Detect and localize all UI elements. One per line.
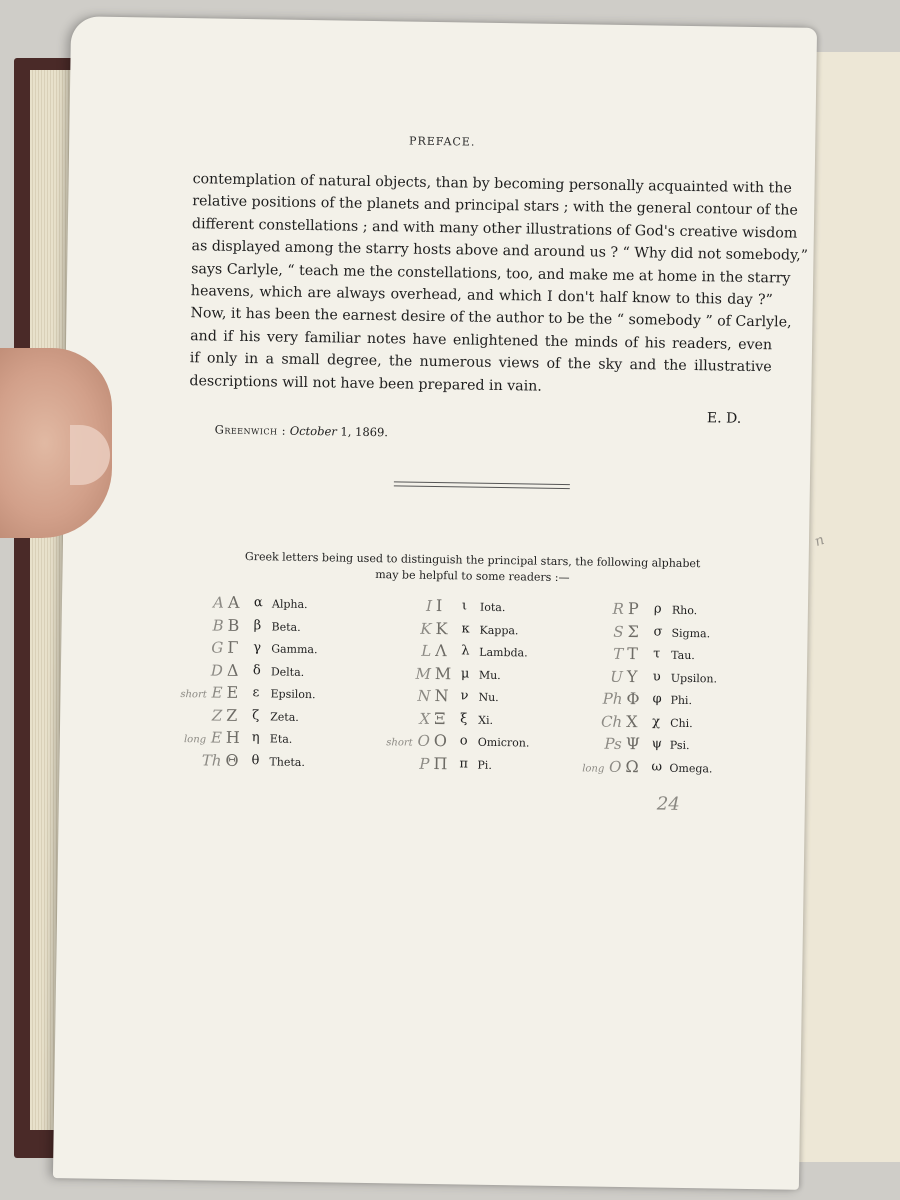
lowercase-letter: η — [251, 730, 260, 746]
handwritten-glyph: I — [425, 596, 433, 615]
uppercase-letter: Z — [226, 705, 238, 725]
uppercase-letter: K — [435, 618, 448, 638]
letter-name: Kappa. — [479, 623, 519, 637]
preface-line: different constellations ; and with many other illustrations of God's creative wisdom — [191, 215, 798, 242]
handwritten-glyph: S — [613, 622, 624, 641]
alphabet-column — [559, 599, 762, 785]
lowercase-letter: λ — [461, 643, 470, 659]
uppercase-letter: P — [627, 599, 639, 619]
handwritten-letter — [368, 731, 430, 750]
uppercase-letter: Λ — [435, 641, 447, 661]
alphabet-row — [159, 750, 359, 779]
page-title: PREFACE. — [409, 134, 476, 149]
handwritten-glyph: G — [211, 638, 224, 657]
handwritten-page-number: 24 — [656, 793, 680, 815]
dateline-place: Greenwich : — [214, 422, 287, 438]
letter-name: Rho. — [671, 603, 698, 618]
letter-name: Epsilon. — [270, 687, 316, 702]
handwritten-glyph: Ps — [604, 734, 622, 753]
letter-name: Gamma. — [271, 642, 318, 657]
preface-line: Now, it has been the earnest desire of the author to be the “ somebody ” of Carlyle, — [190, 305, 792, 332]
lowercase-letter: ψ — [651, 736, 663, 752]
handwritten-glyph: Ch — [600, 712, 623, 731]
letter-name: Chi. — [670, 716, 693, 730]
alphabet-row — [559, 756, 759, 785]
uppercase-letter: Υ — [626, 666, 638, 686]
handwritten-note: short — [386, 737, 413, 749]
alphabet-column — [159, 592, 362, 779]
handwritten-glyph: P — [419, 754, 430, 773]
handwritten-letter — [369, 641, 431, 660]
handwritten-letter — [368, 708, 430, 727]
letter-name: Tau. — [671, 648, 695, 663]
uppercase-letter: Ψ — [625, 734, 640, 754]
uppercase-letter: Θ — [225, 750, 239, 770]
lowercase-letter: μ — [460, 665, 470, 682]
uppercase-letter: E — [226, 682, 239, 702]
book-page — [53, 16, 827, 1190]
uppercase-letter: T — [627, 644, 639, 664]
letter-name: Pi. — [477, 758, 492, 772]
lowercase-letter: ω — [651, 758, 663, 775]
dateline-month: October — [289, 423, 337, 439]
lowercase-letter: φ — [652, 691, 662, 707]
handwritten-letter — [159, 750, 221, 769]
handwritten-letter — [559, 756, 621, 775]
uppercase-letter: B — [227, 615, 240, 635]
handwritten-glyph: O — [609, 757, 622, 776]
handwritten-letter — [161, 660, 223, 679]
letter-name: Sigma. — [671, 626, 711, 640]
lowercase-letter: ξ — [460, 710, 468, 727]
handwritten-letter — [369, 663, 431, 682]
handwritten-glyph: U — [610, 667, 624, 686]
greek-intro — [242, 549, 702, 588]
letter-name: Theta. — [269, 754, 305, 769]
margin-mark: n — [812, 531, 827, 551]
handwritten-glyph: B — [212, 616, 224, 635]
letter-name: Zeta. — [270, 709, 299, 724]
preface-line: descriptions will not have been prepared in vain. — [189, 372, 542, 395]
handwritten-glyph: N — [417, 686, 431, 705]
lowercase-letter: ζ — [252, 707, 260, 723]
handwritten-glyph: L — [421, 641, 432, 660]
uppercase-letter: A — [227, 592, 240, 612]
handwritten-letter — [560, 689, 622, 708]
letter-name: Alpha. — [271, 597, 308, 611]
uppercase-letter: M — [434, 663, 452, 683]
handwritten-glyph: O — [417, 731, 430, 750]
lowercase-letter: δ — [252, 662, 261, 678]
letter-name: Delta. — [270, 664, 305, 679]
letter-name: Xi. — [478, 713, 494, 727]
uppercase-letter: I — [435, 596, 443, 616]
letter-name: Nu. — [478, 690, 499, 705]
handwritten-note: short — [180, 689, 207, 701]
alphabet-column — [367, 596, 570, 782]
handwritten-letter — [368, 686, 430, 705]
lowercase-letter: τ — [653, 646, 661, 662]
handwritten-letter — [562, 599, 624, 618]
alphabet-row — [367, 753, 567, 782]
letter-name: Iota. — [479, 600, 506, 615]
lowercase-letter: γ — [253, 640, 262, 656]
lowercase-letter: π — [459, 755, 469, 772]
preface-line: as displayed among the starry hosts above and around us ? “ Why did not somebody,” — [191, 238, 809, 265]
handwritten-glyph: E — [210, 728, 222, 747]
uppercase-letter: Γ — [227, 637, 239, 657]
lowercase-letter: α — [253, 595, 263, 611]
uppercase-letter: Π — [433, 753, 448, 773]
lowercase-letter: υ — [652, 668, 661, 685]
lowercase-letter: κ — [461, 620, 470, 637]
handwritten-glyph: M — [415, 664, 432, 683]
handwritten-letter — [561, 666, 623, 685]
letter-name: Beta. — [271, 619, 301, 634]
lowercase-letter: ρ — [653, 601, 662, 617]
handwritten-glyph: K — [420, 619, 432, 638]
handwritten-letter — [161, 615, 223, 634]
letter-name: Mu. — [478, 668, 501, 682]
lowercase-letter: σ — [653, 623, 663, 640]
handwritten-glyph: X — [419, 709, 431, 728]
letter-name: Omicron. — [477, 735, 530, 750]
uppercase-letter: X — [626, 711, 638, 731]
handwritten-letter — [160, 683, 222, 702]
dateline — [215, 423, 389, 440]
dateline-year: 1, 1869. — [336, 424, 389, 440]
lowercase-letter: ν — [460, 688, 469, 704]
handwritten-letter — [367, 753, 429, 772]
uppercase-letter: Ω — [625, 756, 639, 776]
handwritten-letter — [162, 593, 224, 612]
handwritten-letter — [560, 711, 622, 730]
uppercase-letter: H — [225, 727, 240, 747]
letter-name: Omega. — [669, 761, 713, 775]
handwritten-letter — [160, 728, 222, 747]
lowercase-letter: ι — [461, 598, 468, 614]
handwritten-note: long — [582, 762, 605, 775]
uppercase-letter: N — [434, 686, 449, 706]
letter-name: Eta. — [269, 732, 293, 746]
uppercase-letter: Ξ — [434, 708, 446, 728]
handwritten-letter — [369, 618, 431, 637]
greek-intro-line: may be helpful to some readers :— — [375, 568, 570, 585]
handwritten-letter — [560, 734, 622, 753]
section-divider — [394, 481, 570, 489]
lowercase-letter: ε — [252, 685, 260, 701]
preface-line: heavens, which are always overhead, and which I don't half know to this day ?” — [190, 283, 773, 309]
preface-line: contemplation of natural objects, than by becoming personally acquainted with the — [192, 171, 792, 197]
letter-name: Psi. — [669, 738, 690, 753]
handwritten-letter — [561, 621, 623, 640]
letter-name: Lambda. — [479, 645, 528, 660]
letter-name: Phi. — [670, 693, 693, 708]
handwritten-glyph: R — [612, 599, 625, 618]
uppercase-letter: Φ — [626, 689, 640, 709]
greek-alphabet-table — [159, 592, 762, 795]
letter-name: Upsilon. — [670, 671, 718, 685]
handwritten-glyph: A — [212, 593, 225, 612]
handwritten-letter — [370, 596, 432, 615]
preface-text — [189, 168, 809, 401]
preface-line: and if his very familiar notes have enlightened the minds of his readers, even — [190, 327, 773, 354]
lowercase-letter: χ — [652, 713, 661, 730]
handwritten-glyph: Z — [211, 706, 223, 725]
handwritten-letter — [160, 705, 222, 724]
lowercase-letter: o — [459, 733, 468, 749]
handwritten-glyph: Th — [201, 750, 222, 770]
handwritten-letter — [161, 638, 223, 657]
handwritten-glyph: Ph — [602, 689, 623, 708]
uppercase-letter: Σ — [627, 621, 640, 641]
preface-line: says Carlyle, “ teach me the constellations, too, and make me at home in the starry — [191, 260, 791, 287]
handwritten-letter — [561, 644, 623, 663]
handwritten-note: long — [183, 734, 207, 746]
lowercase-letter: β — [253, 617, 262, 633]
preface-line: if only in a small degree, the numerous views of the sky and the illustrative — [189, 350, 772, 376]
preface-line: relative positions of the planets and principal stars ; with the general contour of the — [192, 193, 798, 220]
handwritten-glyph: T — [613, 644, 624, 663]
handwritten-glyph: E — [211, 683, 223, 702]
handwritten-glyph: D — [210, 660, 224, 680]
uppercase-letter: O — [433, 730, 448, 751]
author-signature: E. D. — [706, 410, 742, 427]
lowercase-letter: θ — [251, 752, 260, 768]
greek-intro-line: Greek letters being used to distinguish the principal stars, the following alphabet — [244, 550, 701, 571]
uppercase-letter: Δ — [226, 660, 239, 680]
